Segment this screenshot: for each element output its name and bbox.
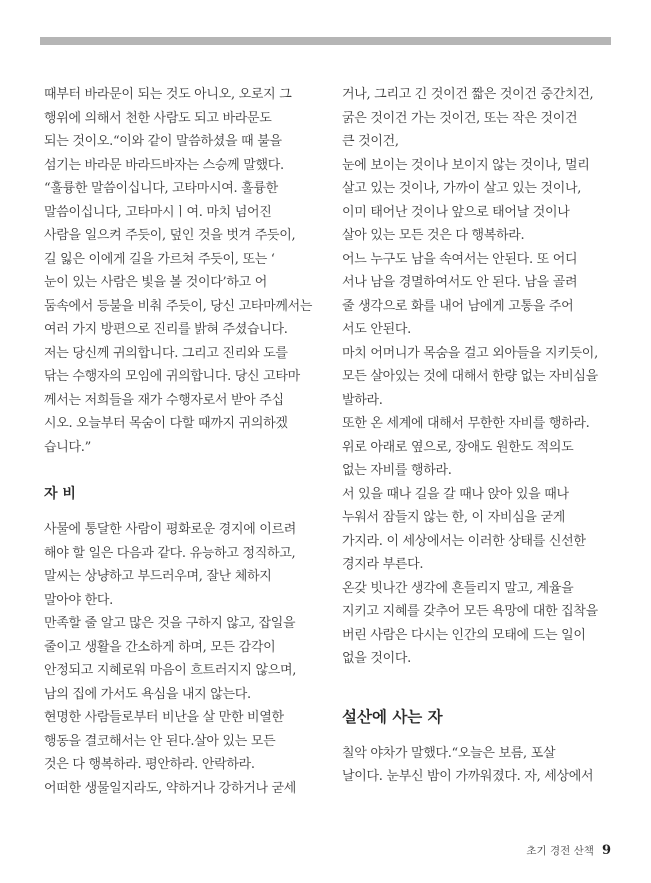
right-paragraph-2 — [342, 742, 617, 789]
text-line: 시오. 오늘부터 목숨이 다할 때까지 귀의하겠 — [44, 416, 288, 431]
text-line: 경지라 부른다. — [342, 557, 424, 572]
left-paragraph-1 — [44, 83, 319, 459]
text-line: 누워서 잠들지 않는 한, 이 자비심을 굳게 — [342, 510, 565, 525]
text-line: 줄 생각으로 화를 내어 남에게 고통을 주어 — [342, 298, 574, 314]
text-line: 닦는 수행자의 모임에 귀의합니다. 당신 고타마 — [44, 369, 300, 384]
text-line: 사람을 일으켜 주듯이, 덮인 것을 벗겨 주듯이, — [44, 228, 296, 243]
text-line: 해야 할 일은 다음과 같다. 유능하고 정직하고, — [44, 545, 296, 561]
text-line: 저는 당신께 귀의합니다. 그리고 진리와 도를 — [44, 345, 288, 361]
text-line: 행위에 의해서 천한 사람도 되고 바라문도 — [44, 110, 272, 126]
text-line: 말아야 한다. — [44, 592, 113, 608]
footer-book-title: 초기 경전 산책 — [526, 845, 594, 857]
right-column — [342, 83, 617, 789]
text-line: 없을 것이다. — [342, 651, 411, 666]
text-line: 여러 가지 방편으로 진리를 밝혀 주셨습니다. — [44, 322, 288, 337]
section-heading-mercy: 자 비 — [44, 485, 76, 502]
text-line: 행동을 결코해서는 안 된다.살아 있는 모든 — [44, 733, 276, 749]
text-line: 둠속에서 등불을 비춰 주듯이, 당신 고타마께서는 — [44, 298, 313, 314]
text-line: 온갖 빗나간 생각에 흔들리지 말고, 계율을 — [342, 580, 574, 596]
header-rule — [40, 37, 611, 45]
text-line: 서 있을 때나 길을 갈 때나 앉아 있을 때나 — [342, 486, 569, 502]
page-footer — [526, 843, 611, 858]
text-line: 눈에 보이는 것이나 보이지 않는 것이나, 멀리 — [342, 157, 590, 173]
text-line: 살고 있는 것이나, 가까이 살고 있는 것이나, — [342, 181, 582, 196]
text-line: 말씨는 상냥하고 부드러우며, 잘난 체하지 — [44, 569, 272, 584]
text-line: 습니다.” — [44, 439, 91, 455]
text-line: 칠악 야차가 말했다.“오늘은 보름, 포살 — [342, 745, 556, 761]
right-paragraph-1 — [342, 83, 617, 671]
text-line: 서나 남을 경멸하여서도 안 된다. 남을 골려 — [342, 275, 578, 290]
section-heading-snow-mountain: 설산에 사는 자 — [342, 708, 443, 726]
text-line: 지키고 지혜를 갖추어 모든 욕망에 대한 집착을 — [342, 604, 598, 619]
left-paragraph-2 — [44, 518, 319, 800]
text-line: 큰 것이건, — [342, 134, 399, 149]
text-line: 또한 온 세계에 대해서 무한한 자비를 행하라. — [342, 416, 590, 431]
text-line: 남의 집에 가서도 욕심을 내지 않는다. — [44, 686, 251, 702]
text-line: 어떠한 생물일지라도, 약하거나 강하거나 굳세 — [44, 780, 297, 796]
text-line: 발하라. — [342, 392, 383, 408]
text-line: 께서는 저희들을 재가 수행자로서 받아 주십 — [44, 392, 284, 408]
text-line: 버린 사람은 다시는 인간의 모태에 드는 일이 — [342, 627, 586, 643]
text-line: 살아 있는 모든 것은 다 행복하라. — [342, 228, 525, 243]
page-number: 9 — [601, 843, 611, 858]
text-line: 만족할 줄 알고 많은 것을 구하지 않고, 잡일을 — [44, 616, 296, 631]
text-line: 날이다. 눈부신 밤이 가까워졌다. 자, 세상에서 — [342, 769, 594, 784]
text-line: 사물에 통달한 사람이 평화로운 경지에 이르려 — [44, 522, 297, 537]
text-line: 것은 다 행복하라. 평안하라. 안락하라. — [44, 757, 255, 772]
text-line: 말씀이십니다, 고타마시ㅣ여. 마치 넘어진 — [44, 204, 272, 220]
text-line: 가지라. 이 세상에서는 이러한 상태를 신선한 — [342, 533, 586, 549]
text-line: 되는 것이오.“이와 같이 말씀하셨을 때 불을 — [44, 134, 282, 149]
text-line: 없는 자비를 행하라. — [342, 463, 452, 478]
text-line: 위로 아래로 옆으로, 장애도 원한도 적의도 — [342, 439, 574, 455]
text-line: 마치 어머니가 목숨을 걸고 외아들을 지키듯이, — [342, 345, 598, 361]
text-line: 눈이 있는 사람은 빛을 볼 것이다’하고 어 — [44, 275, 267, 290]
left-column — [44, 83, 319, 800]
text-line: 거나, 그리고 긴 것이건 짧은 것이건 중간치건, — [342, 87, 594, 102]
text-line: 때부터 바라문이 되는 것도 아니오, 오로지 그 — [44, 87, 292, 102]
text-line: 길 잃은 이에게 길을 가르쳐 주듯이, 또는 ‘ — [44, 251, 275, 267]
text-line: 서도 안된다. — [342, 322, 411, 337]
text-line: 줄이고 생활을 간소하게 하며, 모든 감각이 — [44, 639, 276, 655]
text-line: 모든 살아있는 것에 대해서 한량 없는 자비심을 — [342, 369, 598, 384]
text-line: 이미 태어난 것이나 앞으로 태어날 것이나 — [342, 204, 570, 220]
text-line: 어느 누구도 남을 속여서는 안된다. 또 어디 — [342, 251, 578, 267]
text-line: “훌륭한 말씀이십니다, 고타마시여. 훌륭한 — [44, 181, 278, 196]
text-line: 섬기는 바라문 바라드바자는 스승께 말했다. — [44, 157, 284, 173]
text-line: 굵은 것이건 가는 것이건, 또는 작은 것이건 — [342, 110, 578, 126]
text-line: 현명한 사람들로부터 비난을 살 만한 비열한 — [44, 710, 284, 725]
text-line: 안정되고 지혜로워 마음이 흐트러지지 않으며, — [44, 663, 297, 678]
